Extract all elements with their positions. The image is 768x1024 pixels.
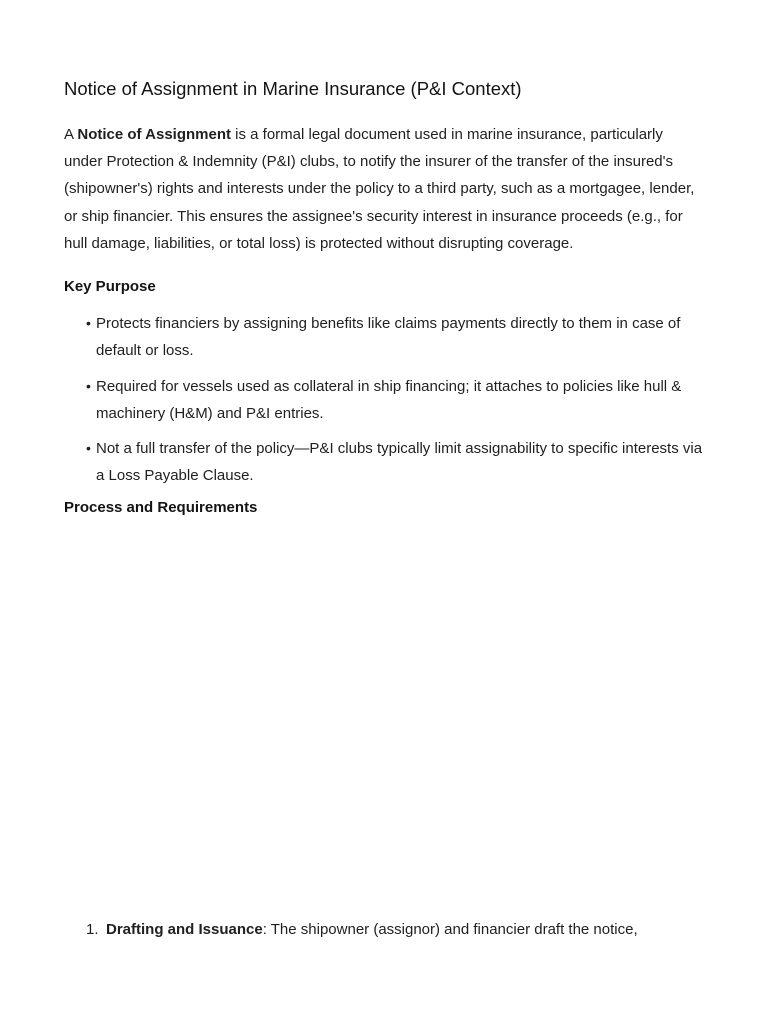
bullet-icon: • [86, 440, 91, 457]
intro-term: Notice of Assignment [77, 126, 231, 143]
document-body [64, 76, 704, 943]
list-item [64, 310, 704, 364]
process-heading: Process and Requirements [64, 498, 258, 516]
bullet-icon: • [86, 315, 91, 332]
step-term: Drafting and Issuance [106, 920, 263, 938]
key-purpose-heading: Key Purpose [64, 278, 156, 296]
list-item [64, 916, 704, 943]
list-item-text: Required for vessels used as collateral in ship financing; it attaches to policies like hull & machinery (H&M) and P&I entries. [96, 377, 682, 422]
bullet-icon: • [86, 377, 91, 394]
step-number: 1. [86, 920, 99, 938]
page-cutoff [0, 958, 768, 1024]
list-item [64, 435, 704, 489]
list-item-text: Protects financiers by assigning benefits like claims payments directly to them in case of default or loss. [96, 315, 681, 360]
page-title: Notice of Assignment in Marine Insurance (P&I Context) [64, 78, 522, 99]
blank-area [64, 518, 704, 916]
list-item-text: Not a full transfer of the policy—P&I clubs typically limit assignability to specific interests via a Loss Payable Clause. [96, 440, 703, 485]
key-purpose-list [64, 310, 704, 489]
intro-paragraph [64, 121, 704, 257]
intro-text: is a formal legal document used in marine insurance, particularly under Protection & Indemnity (P&I) clubs, to notify the insurer of the transfer of the insured's (shipowner's) rights and interests under the policy to a third party, such as a mortgagee, lender, or ship financier. This ensures the assignee's security interest in insurance proceeds (e.g., for hull damage, liabilities, or total loss) is protected without disrupting coverage. [64, 126, 695, 252]
list-item [64, 373, 704, 427]
process-steps-list [64, 916, 704, 943]
step-text: : The shipowner (assignor) and financier draft the notice, [262, 920, 638, 938]
intro-lead: A [64, 126, 78, 143]
